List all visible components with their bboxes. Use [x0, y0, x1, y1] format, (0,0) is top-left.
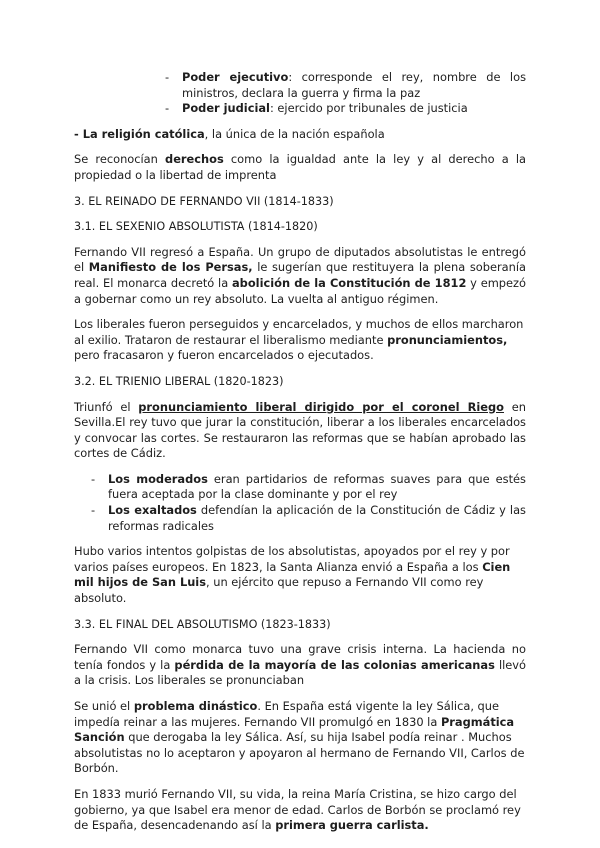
bold-term: Cien mil hijos de San Luis	[74, 559, 511, 590]
bold-term: problema dinástico	[133, 699, 258, 713]
bold-term: Pragmática Sanción	[74, 714, 515, 745]
religion-paragraph	[74, 127, 526, 143]
list-item	[74, 101, 526, 117]
text-span: . En España está vigente la ley Sálica, que impedía reinar a las mujeres. Fernando VII promulgó en 1830 la	[74, 699, 500, 729]
text-span: Hubo varios intentos golpistas de los absolutistas, apoyados por el rey y por varios países europeos. En 1823, la Santa Alianza envió a España a los	[74, 544, 510, 574]
list-item-text: defendían la aplicación de la Constitución de Cádiz y las reformas radicales	[108, 503, 526, 533]
list-item	[74, 70, 526, 101]
paragraph-trienio-2	[74, 544, 526, 606]
bold-term: abolición de la Constitución de 1812	[232, 275, 467, 290]
text-span: Fernando VII como monarca tuvo una grave crisis interna. La hacienda no tenía fondos y la	[74, 642, 526, 672]
text-span: En 1833 murió Fernando VII, su vida, la reina María Cristina, se hizo cargo del gobierno, ya que Isabel era menor de edad. Carlos de Borbón se proclamó rey de España, desencadenando así la	[74, 786, 521, 833]
text-span: que derogaba la ley Sálica. Así, su hija Isabel podía reinar . Muchos absolutistas no lo aceptaron y apoyaron al hermano de Fernando VII, Carlos de Borbón.	[74, 730, 525, 776]
section-heading-3-1: 3.1. EL SEXENIO ABSOLUTISTA (1814-1820)	[74, 220, 318, 234]
paragraph-trienio-1	[74, 400, 526, 462]
list-item-term: Los moderados	[108, 471, 208, 486]
bold-term: pérdida de la mayoría de las colonias americanas	[174, 657, 495, 672]
paragraph-sexenio-1	[74, 245, 526, 307]
section-heading-3: 3. EL REINADO DE FERNANDO VII (1814-1833)	[74, 194, 334, 208]
section-heading-3-3: 3.3. EL FINAL DEL ABSOLUTISMO (1823-1833)	[74, 617, 331, 631]
text-span: Fernando VII regresó a España. Un grupo de diputados absolutistas le entregó el	[74, 244, 526, 275]
text-span: pero fracasaron y fueron encarcelados o ejecutados.	[74, 348, 374, 363]
list-item-text: : ejercido por tribunales de justicia	[269, 101, 468, 116]
bold-underlined-term: pronunciamiento liberal dirigido por el coronel Riego	[138, 399, 504, 414]
document-page	[74, 70, 526, 844]
rights-paragraph	[74, 152, 526, 183]
text-span: Se reconocían	[74, 152, 166, 167]
list-item	[74, 503, 526, 534]
paragraph-final-2	[74, 699, 526, 777]
text-span: Triunfó el	[74, 399, 139, 414]
list-item	[74, 472, 526, 503]
section-heading-3-2: 3.2. EL TRIENIO LIBERAL (1820-1823)	[74, 374, 284, 388]
list-item-term: Poder judicial	[182, 101, 270, 116]
religion-text: , la única de la nación española	[204, 126, 385, 141]
text-span: llevó a la crisis. Los liberales se pronunciaban	[74, 657, 526, 688]
bold-term: pronunciamientos,	[387, 332, 508, 347]
paragraph-sexenio-2	[74, 317, 526, 364]
bold-term: derechos	[165, 152, 224, 167]
text-span: Los liberales fueron perseguidos y encarcelados, y muchos de ellos marcharon al exilio. Trataron de restaurar el liberalismo mediante	[74, 317, 524, 347]
list-item-text: eran partidarios de reformas suaves para que estés fuera aceptada por la clase dominante y por el rey	[108, 471, 526, 502]
text-span: y empezó a gobernar como un rey absoluto. La vuelta al antiguo régimen.	[74, 275, 526, 306]
bold-term: Manifiesto de los Persas,	[88, 260, 253, 275]
text-span: Se unió el	[74, 699, 134, 713]
list-item-term: Los exaltados	[108, 503, 197, 518]
text-span: , un ejército que repuso a Fernando VII como rey absoluto.	[74, 575, 484, 606]
paragraph-final-1	[74, 642, 526, 689]
bold-term: primera guerra carlista.	[275, 818, 429, 833]
religion-term: - La religión católica	[74, 126, 205, 141]
text-span: como la igualdad ante la ley y al derecho a la propiedad o la libertad de imprenta	[74, 152, 527, 182]
list-item-text: : corresponde el rey, nombre de los ministros, declara la guerra y firma la paz	[182, 70, 526, 100]
list-item-term: Poder ejecutivo	[182, 70, 289, 84]
text-span: en Sevilla.El rey tuvo que jurar la constitución, liberar a los liberales encarcelados y convocar las cortes. Se restauraron las reformas que se habían aprobado las cortes de Cádiz.	[74, 399, 526, 461]
powers-list	[74, 70, 526, 117]
paragraph-final-3	[74, 787, 526, 834]
text-span: le sugerían que restituyera la plena soberanía real. El monarca decretó la	[74, 260, 526, 290]
factions-list	[74, 472, 526, 534]
